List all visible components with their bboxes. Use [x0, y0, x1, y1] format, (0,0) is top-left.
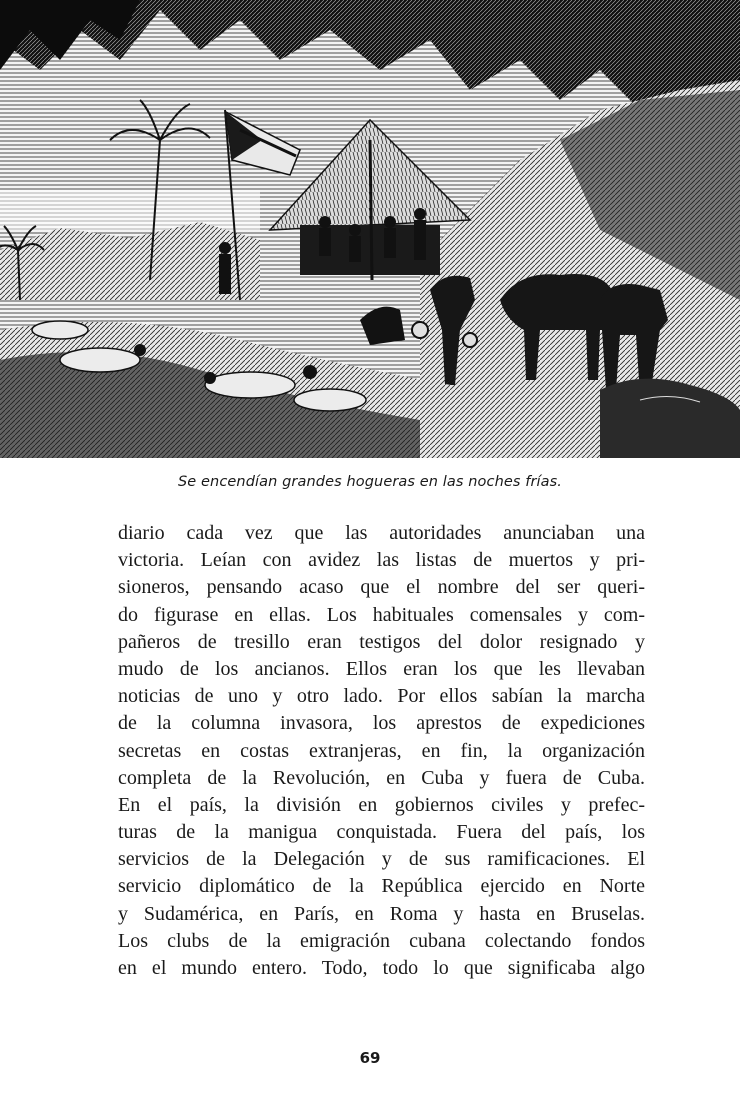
- text-line: pañeros de tresillo eran testigos del dolor resignado y: [118, 630, 645, 653]
- text-line: de la columna invasora, los aprestos de expediciones: [118, 712, 645, 735]
- body-paragraph: [118, 520, 645, 982]
- illustration-caption: Se encendían grandes hogueras en las noches frías.: [177, 474, 562, 490]
- text-line: victoria. Leían con avidez las listas de muertos y pri-: [118, 549, 645, 572]
- text-line: Los clubs de la emigración cubana colectando fondos: [118, 929, 645, 952]
- text-line: diario cada vez que las autoridades anunciaban una: [118, 522, 645, 544]
- text-line: en el mundo entero. Todo, todo lo que significaba algo: [118, 957, 645, 979]
- text-line: En el país, la división en gobiernos civiles y prefec-: [118, 793, 645, 816]
- text-line: turas de la manigua conquistada. Fuera del país, los: [118, 821, 645, 844]
- camp-scene-icon: [0, 0, 740, 458]
- text-line: noticias de uno y otro lado. Por ellos sabían la marcha: [118, 685, 645, 708]
- engraving-illustration: [0, 0, 740, 458]
- text-line: mudo de los ancianos. Ellos eran los que les llevaban: [118, 657, 645, 680]
- text-line: secretas en costas extranjeras, en fin, la organización: [118, 739, 645, 762]
- page-number: 69: [359, 1049, 381, 1067]
- text-line: servicios de la Delegación y de sus ramificaciones. El: [118, 848, 645, 871]
- text-line: servicio diplomático de la República ejercido en Norte: [118, 875, 645, 898]
- text-line: y Sudamérica, en París, en Roma y hasta en Bruselas.: [118, 902, 645, 925]
- text-line: completa de la Revolución, en Cuba y fuera de Cuba.: [118, 766, 645, 789]
- text-line: sioneros, pensando acaso que el nombre del ser queri-: [118, 576, 645, 599]
- text-line: do figurase en ellas. Los habituales comensales y com-: [118, 603, 645, 626]
